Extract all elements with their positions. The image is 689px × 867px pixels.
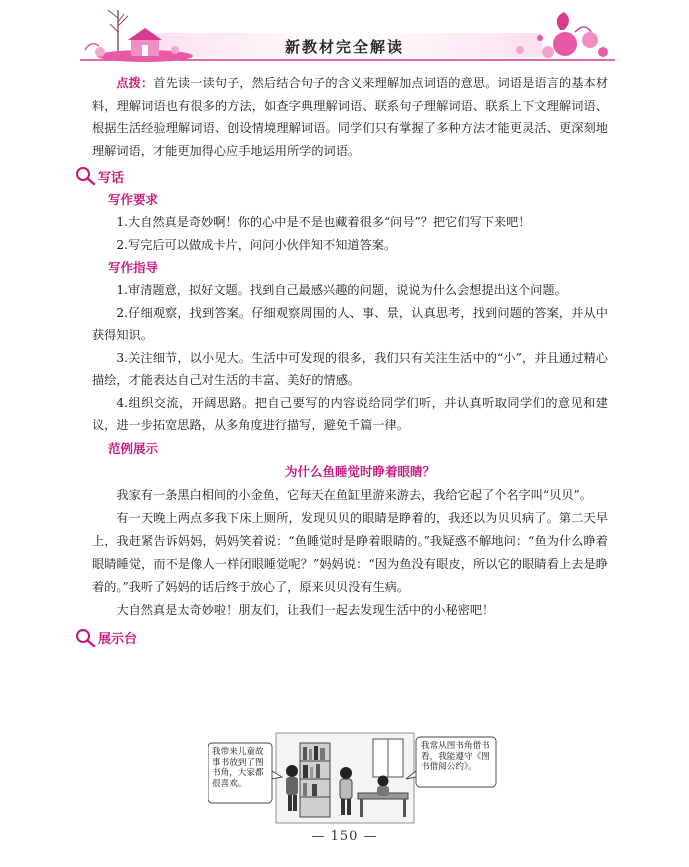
requirements-heading: 写作要求 (108, 192, 159, 207)
book-title: 新教材完全解读 (284, 38, 404, 56)
example-heading: 范例展示 (108, 440, 159, 456)
page-number: — 150 — (311, 829, 378, 844)
magnifier-icon (74, 166, 96, 186)
section-writing-label: 写话 (98, 170, 125, 186)
guidance-item: 3.关注细节，以小见大。生活中可发现的很多，我们只有关注生活中的“小”，并且通过精心描绘，才能表达自己对生活的丰富、美好的情感。 (92, 350, 608, 387)
header-decoration (0, 0, 689, 70)
page-content (92, 72, 608, 650)
section-showcase-header (74, 626, 608, 650)
guidance-item: 4.组织交流，开阔思路。把自己要写的内容说给同学们听，并认真听取同学们的意见和建议，进一步拓宽思路，从多角度进行描写，避免千篇一律。 (92, 395, 608, 432)
tip-label: 点拨： (116, 76, 154, 90)
guidance-item: 1.审清题意，拟好文题。找到自己最感兴趣的问题，说说为什么会想提出这个问题。 (116, 283, 567, 297)
speech-bubble-left: 我带来儿童故事书放到了图书角，大家都很喜欢。 (212, 747, 264, 789)
guidance-heading: 写作指导 (108, 260, 159, 275)
speech-bubble-right: 我常从图书角借书看，我能遵守《图书借阅公约》。 (421, 741, 490, 772)
example-paragraph: 大自然真是太奇妙啦！朋友们，让我们一起去发现生活中的小秘密吧！ (116, 602, 495, 617)
guidance-item: 2.仔细观察，找到答案。仔细观察周围的人、事、景，认真思考，找到问题的答案，并从中获得知识。 (92, 305, 608, 342)
example-essay-title: 为什么鱼睡觉时睁着眼睛？ (284, 463, 435, 479)
requirement-item: 2.写完后可以做成卡片，问问小伙伴知不知道答案。 (116, 237, 397, 252)
section-showcase-label: 展示台 (98, 632, 138, 647)
example-paragraph: 我家有一条黑白相间的小金鱼，它每天在鱼缸里游来游去，我给它起了个名字叫“贝贝”。 (116, 487, 592, 502)
tip-paragraph (92, 72, 608, 162)
reading-corner-illustration (208, 731, 498, 826)
magnifier-icon (74, 628, 96, 648)
section-writing-header (74, 164, 608, 188)
requirement-item: 1.大自然真是奇妙啊！你的心中是不是也藏着很多“问号”？把它们写下来吧！ (116, 215, 531, 229)
example-paragraph: 有一天晚上两点多我下床上厕所，发现贝贝的眼睛是睁着的，我还以为贝贝病了。第二天早上，我赶紧告诉妈妈，妈妈笑着说：“鱼睡觉时是睁着眼睛的。”我疑惑不解地问：“鱼为什么睁着眼睛睡觉，而不是像人一样闭眼睡觉呢？”妈妈说：“因为鱼没有眼皮，所以它的眼睛看上去是睁着的。”我听了妈妈的话后终于放心了，原来贝贝没有生病。 (92, 510, 608, 594)
page-header (0, 0, 689, 70)
tip-text: 首先读一读句子，然后结合句子的含义来理解加点词语的意思。词语是语言的基本材料，理解词语也有很多的方法，如查字典理解词语、联系句子理解词语、联系上下文理解词语、根据生活经验理解词语、创设情境理解词语。同学们只有掌握了多种方法才能更灵活、更深刻地理解词语，才能更加得心应手地运用所学的词语。 (92, 76, 609, 158)
